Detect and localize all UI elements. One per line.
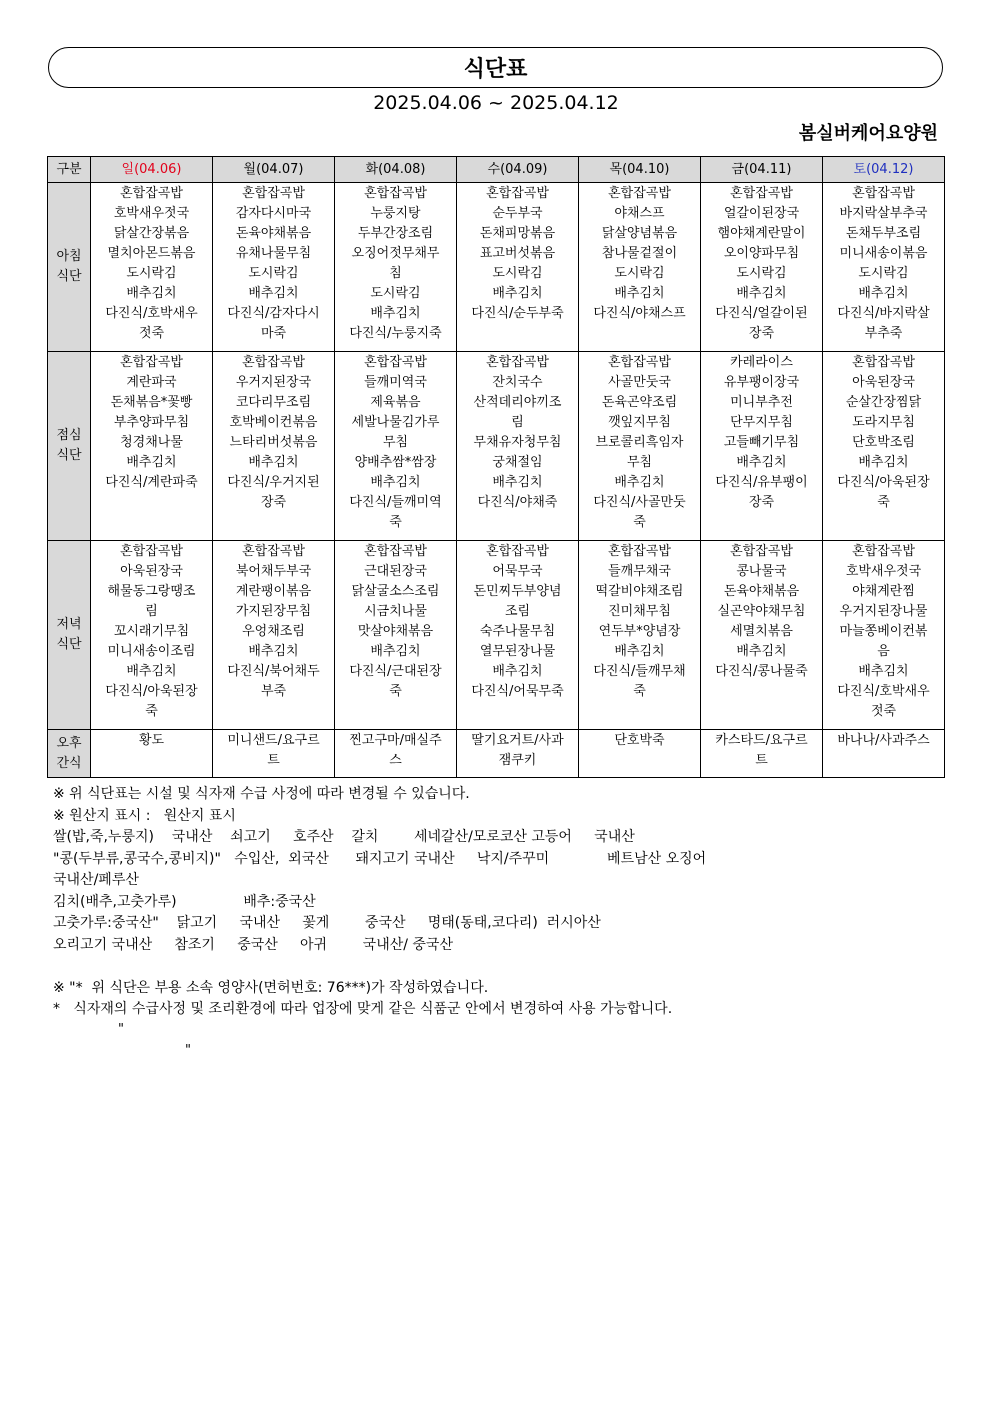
menu-item: 세멸치볶음: [730, 624, 793, 639]
menu-cell-dinner-4: [579, 541, 701, 730]
menu-cell-lunch-2: [335, 352, 457, 541]
menu-item: 트: [755, 753, 768, 768]
meal-label-line: 식단: [56, 637, 82, 652]
menu-item: 궁채절임: [492, 455, 543, 470]
menu-item: 다진식/호박새우: [837, 684, 930, 699]
meal-label-breakfast: [48, 183, 91, 352]
menu-item: 세발나물김가루: [351, 415, 440, 430]
menu-item: 무침: [382, 435, 409, 450]
menu-item: 배추김치: [126, 455, 177, 470]
menu-item: 젓죽: [138, 326, 165, 341]
meal-label-snack: [48, 730, 91, 778]
menu-item: 양배추쌈*쌈장: [354, 455, 437, 470]
menu-item: 잔치국수: [492, 375, 543, 390]
menu-item: 유채나물무침: [235, 246, 312, 261]
menu-item: 순두부국: [492, 206, 543, 221]
menu-item: 죽: [145, 704, 158, 719]
menu-item: 찐고구마/매실주: [349, 733, 442, 748]
stray-quote: ": [118, 1022, 124, 1037]
meal-row-snack: [48, 730, 945, 778]
note-line: 오리고기 국내산 참조기 중국산 아귀 국내산/ 중국산: [53, 936, 453, 953]
page-title: 식단표: [463, 57, 528, 82]
menu-item: 다진식/사골만둣: [593, 495, 686, 510]
menu-item: 죽: [389, 515, 402, 530]
menu-item: 청경채나물: [120, 435, 183, 450]
menu-cell-breakfast-2: [335, 183, 457, 352]
menu-item: 무채유자청무침: [473, 435, 562, 450]
menu-item: 배추김치: [736, 286, 787, 301]
menu-item: 북어채두부국: [235, 564, 312, 579]
menu-item: 다진식/들깨무채: [593, 664, 686, 679]
menu-cell-dinner-2: [335, 541, 457, 730]
menu-item: 고들빼기무침: [723, 435, 800, 450]
menu-item: 배추김치: [614, 644, 665, 659]
menu-item: 다진식/우거지된: [227, 475, 320, 490]
meal-label-line: 저녁: [56, 617, 82, 632]
menu-item: 가지된장무침: [235, 604, 312, 619]
menu-item: 도시락김: [370, 286, 421, 301]
day-header-sun: 일(04.06): [91, 157, 213, 183]
day-header-thu: 목(04.10): [579, 157, 701, 183]
menu-item: 들깨미역국: [364, 375, 427, 390]
menu-item: 혼합잡곡밥: [120, 186, 183, 201]
menu-item: 느타리버섯볶음: [229, 435, 318, 450]
meal-label-line: 점심: [56, 428, 82, 443]
note-line: ※ 원산지 표시 : 원산지 표시: [53, 807, 236, 824]
menu-item: 다진식/어묵무죽: [471, 684, 564, 699]
menu-item: 숙주나물무침: [479, 624, 556, 639]
menu-item: 아욱된장국: [120, 564, 183, 579]
menu-item: 우거지된장나물: [839, 604, 928, 619]
menu-item: 혼합잡곡밥: [120, 355, 183, 370]
menu-item: 부추양파무침: [113, 415, 190, 430]
period-range: 2025.04.06 ~ 2025.04.12: [373, 92, 619, 114]
menu-item: 마죽: [260, 326, 287, 341]
menu-item: 떡갈비야채조림: [595, 584, 684, 599]
menu-item: 배추김치: [248, 286, 299, 301]
menu-item: 햄야채계란말이: [717, 226, 806, 241]
menu-item: 배추김치: [858, 455, 909, 470]
menu-item: 혼합잡곡밥: [486, 544, 549, 559]
meal-label-line: 아침: [56, 249, 82, 264]
menu-item: 음: [877, 644, 890, 659]
menu-item: 다진식/유부팽이: [715, 475, 808, 490]
menu-item: 배추김치: [614, 475, 665, 490]
menu-cell-breakfast-3: [457, 183, 579, 352]
note-line: 고춧가루:중국산" 닭고기 국내산 꽃게 중국산 명태(동태,코다리) 러시아산: [53, 915, 601, 931]
menu-item: 열무된장나물: [479, 644, 556, 659]
menu-item: 근대된장국: [364, 564, 427, 579]
menu-item: 누룽지탕: [370, 206, 421, 221]
menu-item: 혼합잡곡밥: [242, 355, 305, 370]
menu-item: 혼합잡곡밥: [364, 544, 427, 559]
menu-item: 혼합잡곡밥: [486, 355, 549, 370]
menu-item: 조림: [504, 604, 531, 619]
menu-item: 다진식/콩나물죽: [715, 664, 808, 679]
notes-section: [53, 784, 953, 1021]
menu-item: 혼합잡곡밥: [852, 186, 915, 201]
menu-item: 코다리무조림: [235, 395, 312, 410]
menu-table: [47, 156, 945, 778]
menu-item: 혼합잡곡밥: [242, 544, 305, 559]
menu-item: 미니샌드/요구르: [227, 733, 320, 748]
menu-item: 다진식/아욱된장: [105, 684, 198, 699]
menu-item: 우엉채조림: [242, 624, 305, 639]
menu-item: 야채계란찜: [852, 584, 915, 599]
menu-item: 우거지된장국: [235, 375, 312, 390]
menu-item: 배추김치: [492, 475, 543, 490]
menu-item: 돈육곤약조림: [601, 395, 678, 410]
meal-row-dinner: [48, 541, 945, 730]
menu-cell-dinner-5: [701, 541, 823, 730]
menu-item: 혼합잡곡밥: [730, 186, 793, 201]
menu-item: 다진식/들깨미역: [349, 495, 442, 510]
menu-item: 혼합잡곡밥: [242, 186, 305, 201]
menu-cell-snack-0: [91, 730, 213, 778]
note-line: ※ 위 식단표는 시설 및 식자재 수급 사정에 따라 변경될 수 있습니다.: [53, 786, 470, 802]
menu-item: 다진식/아욱된장: [837, 475, 930, 490]
menu-item: 배추김치: [126, 286, 177, 301]
menu-item: 장죽: [260, 495, 287, 510]
menu-item: 꼬시래기무침: [113, 624, 190, 639]
menu-item: 닭살간장볶음: [113, 226, 190, 241]
menu-item: 배추김치: [614, 286, 665, 301]
menu-cell-dinner-0: [91, 541, 213, 730]
menu-item: 도라지무침: [852, 415, 915, 430]
note-line: [53, 956, 953, 978]
menu-item: 잼쿠키: [498, 753, 537, 768]
menu-item: 계란팽이볶음: [235, 584, 312, 599]
menu-item: 미니새송이조림: [107, 644, 196, 659]
menu-item: 두부간장조림: [357, 226, 434, 241]
menu-cell-breakfast-0: [91, 183, 213, 352]
menu-cell-dinner-6: [823, 541, 945, 730]
menu-item: 호박베이컨볶음: [229, 415, 318, 430]
day-header-fri: 금(04.11): [701, 157, 823, 183]
menu-item: 어묵무국: [492, 564, 543, 579]
menu-item: 닭살양념볶음: [601, 226, 678, 241]
note-line: 김치(배추,고춧가루) 배추:중국산: [53, 893, 316, 910]
menu-item: 오징어젓무채무: [351, 246, 440, 261]
menu-cell-lunch-5: [701, 352, 823, 541]
menu-cell-snack-1: [213, 730, 335, 778]
menu-item: 오이양파무침: [723, 246, 800, 261]
menu-item: 미니새송이볶음: [839, 246, 928, 261]
menu-item: 배추김치: [370, 644, 421, 659]
menu-item: 배추김치: [248, 455, 299, 470]
menu-cell-snack-4: [579, 730, 701, 778]
menu-item: 도시락김: [614, 266, 665, 281]
menu-item: 시금치나물: [364, 604, 427, 619]
menu-item: 배추김치: [492, 286, 543, 301]
menu-item: 혼합잡곡밥: [608, 355, 671, 370]
menu-item: 단호박죽: [614, 733, 665, 748]
menu-item: 다진식/얼갈이된: [715, 306, 808, 321]
menu-item: 다진식/누룽지죽: [349, 326, 442, 341]
menu-item: 혼합잡곡밥: [486, 186, 549, 201]
menu-item: 다진식/순두부죽: [471, 306, 564, 321]
menu-item: 배추김치: [736, 644, 787, 659]
meal-label-line: 식단: [56, 269, 82, 284]
menu-item: 연두부*양념장: [598, 624, 681, 639]
menu-item: 아욱된장국: [852, 375, 915, 390]
day-header-tue: 화(04.08): [335, 157, 457, 183]
menu-item: 콩나물국: [736, 564, 787, 579]
menu-item: 트: [267, 753, 280, 768]
menu-item: 배추김치: [858, 286, 909, 301]
menu-item: 부추죽: [864, 326, 903, 341]
menu-item: 닭살굴소스조림: [351, 584, 440, 599]
menu-item: 돈육야채볶음: [723, 584, 800, 599]
menu-item: 배추김치: [370, 306, 421, 321]
menu-item: 돈채피망볶음: [479, 226, 556, 241]
day-header-sat: 토(04.12): [823, 157, 945, 183]
menu-item: 무침: [626, 455, 653, 470]
menu-cell-lunch-1: [213, 352, 335, 541]
menu-item: 배추김치: [126, 664, 177, 679]
menu-item: 단호박조림: [852, 435, 915, 450]
menu-item: 혼합잡곡밥: [608, 186, 671, 201]
menu-cell-breakfast-4: [579, 183, 701, 352]
menu-item: 배추김치: [248, 644, 299, 659]
menu-cell-snack-5: [701, 730, 823, 778]
menu-item: 다진식/호박새우: [105, 306, 198, 321]
menu-item: 순살간장찜닭: [845, 395, 922, 410]
menu-item: 혼합잡곡밥: [852, 544, 915, 559]
meal-label-line: 오후: [56, 735, 82, 751]
menu-item: 장죽: [748, 326, 775, 341]
menu-item: 혼합잡곡밥: [364, 355, 427, 370]
menu-item: 표고버섯볶음: [479, 246, 556, 261]
menu-item: 유부팽이장국: [723, 375, 800, 390]
menu-item: 배추김치: [736, 455, 787, 470]
menu-cell-lunch-4: [579, 352, 701, 541]
menu-item: 사골만둣국: [608, 375, 671, 390]
menu-item: 단무지무침: [730, 415, 793, 430]
menu-item: 배추김치: [858, 664, 909, 679]
menu-item: 딸기요거트/사과: [471, 733, 564, 748]
menu-item: 죽: [389, 684, 402, 699]
corner-label: 구분: [48, 157, 91, 183]
meal-label-line: 식단: [56, 448, 82, 463]
menu-item: 도시락김: [492, 266, 543, 281]
menu-item: 다진식/근대된장: [349, 664, 442, 679]
menu-item: 도시락김: [126, 266, 177, 281]
menu-item: 혼합잡곡밥: [120, 544, 183, 559]
note-line: * 식자재의 수급사정 및 조리환경에 따라 업장에 맞게 같은 식품군 안에서 변경하여 사용 가능합니다.: [53, 1001, 673, 1017]
menu-item: 계란파국: [126, 375, 177, 390]
menu-item: 호박새우젓국: [845, 564, 922, 579]
menu-item: 얼갈이된장국: [723, 206, 800, 221]
menu-item: 도시락김: [248, 266, 299, 281]
menu-item: 다진식/계란파죽: [105, 475, 198, 490]
menu-cell-breakfast-6: [823, 183, 945, 352]
menu-cell-dinner-3: [457, 541, 579, 730]
menu-item: 카레라이스: [730, 355, 793, 370]
menu-item: 혼합잡곡밥: [852, 355, 915, 370]
menu-item: 다진식/야채죽: [477, 495, 558, 510]
menu-item: 돈채두부조림: [845, 226, 922, 241]
menu-cell-breakfast-1: [213, 183, 335, 352]
day-header-mon: 월(04.07): [213, 157, 335, 183]
menu-item: 죽: [633, 684, 646, 699]
menu-item: 부죽: [260, 684, 287, 699]
meal-row-breakfast: [48, 183, 945, 352]
menu-item: 다진식/감자다시: [227, 306, 320, 321]
menu-item: 배추김치: [492, 664, 543, 679]
menu-item: 침: [389, 266, 402, 281]
menu-item: 야채스프: [614, 206, 665, 221]
menu-cell-snack-3: [457, 730, 579, 778]
meal-label-lunch: [48, 352, 91, 541]
menu-item: 림: [511, 415, 524, 430]
menu-item: 혼합잡곡밥: [608, 544, 671, 559]
menu-item: 멸치아몬드볶음: [107, 246, 196, 261]
menu-item: 실곤약야채무침: [717, 604, 806, 619]
menu-cell-snack-2: [335, 730, 457, 778]
title-box: [48, 47, 943, 88]
menu-item: 맛살야채볶음: [357, 624, 434, 639]
menu-item: 젓죽: [870, 704, 897, 719]
day-header-wed: 수(04.09): [457, 157, 579, 183]
menu-item: 진미채무침: [608, 604, 671, 619]
stray-quote: ": [185, 1043, 191, 1058]
menu-item: 들깨무채국: [608, 564, 671, 579]
menu-item: 죽: [633, 515, 646, 530]
menu-item: 해물동그랑땡조: [107, 584, 196, 599]
menu-cell-lunch-3: [457, 352, 579, 541]
menu-item: 죽: [877, 495, 890, 510]
menu-item: 장죽: [748, 495, 775, 510]
menu-item: 바나나/사과주스: [837, 733, 930, 748]
menu-cell-breakfast-5: [701, 183, 823, 352]
menu-item: 도시락김: [858, 266, 909, 281]
note-line: 국내산/페루산: [53, 872, 139, 888]
menu-item: 미니부추전: [730, 395, 793, 410]
meal-row-lunch: [48, 352, 945, 541]
menu-item: 도시락김: [736, 266, 787, 281]
menu-cell-lunch-6: [823, 352, 945, 541]
menu-item: 호박새우젓국: [113, 206, 190, 221]
menu-item: 혼합잡곡밥: [730, 544, 793, 559]
menu-item: 깻잎지무침: [608, 415, 671, 430]
menu-cell-snack-6: [823, 730, 945, 778]
menu-item: 다진식/바지락살: [837, 306, 930, 321]
menu-item: 배추김치: [370, 475, 421, 490]
menu-item: 참나물겉절이: [601, 246, 678, 261]
menu-item: 다진식/북어채두: [227, 664, 320, 679]
facility-name: 봄실버케어요양원: [798, 123, 938, 144]
note-line: ※ "* 위 식단은 부용 소속 영양사(면허번호: 76***)가 작성하였습니다.: [53, 979, 489, 996]
menu-item: 카스타드/요구르: [715, 733, 808, 748]
menu-item: 다진식/야채스프: [593, 306, 686, 321]
menu-item: 브로콜리흑임자: [595, 435, 684, 450]
menu-item: 황도: [138, 733, 165, 748]
note-line: "콩(두부류,콩국수,콩비지)" 수입산, 외국산 돼지고기 국내산 낙지/주꾸미 베트남산 오징어: [53, 850, 707, 867]
menu-item: 감자다시마국: [235, 206, 312, 221]
menu-item: 산적데리야끼조: [473, 395, 562, 410]
menu-item: 제육볶음: [370, 395, 421, 410]
menu-item: 마늘쫑베이컨볶: [839, 624, 928, 639]
menu-item: 바지락살부추국: [839, 206, 928, 221]
menu-item: 림: [145, 604, 158, 619]
menu-cell-dinner-1: [213, 541, 335, 730]
menu-item: 스: [389, 753, 402, 768]
menu-item: 돈육야채볶음: [235, 226, 312, 241]
meal-label-line: 간식: [56, 755, 82, 771]
note-line: 쌀(밥,죽,누룽지) 국내산 쇠고기 호주산 갈치 세네갈산/모로코산 고등어 국내산: [53, 829, 635, 845]
menu-cell-lunch-0: [91, 352, 213, 541]
menu-item: 돈채볶음*꽃빵: [110, 395, 193, 410]
header-row: [48, 157, 945, 183]
menu-item: 혼합잡곡밥: [364, 186, 427, 201]
meal-label-dinner: [48, 541, 91, 730]
menu-item: 돈민찌두부양념: [473, 584, 562, 599]
